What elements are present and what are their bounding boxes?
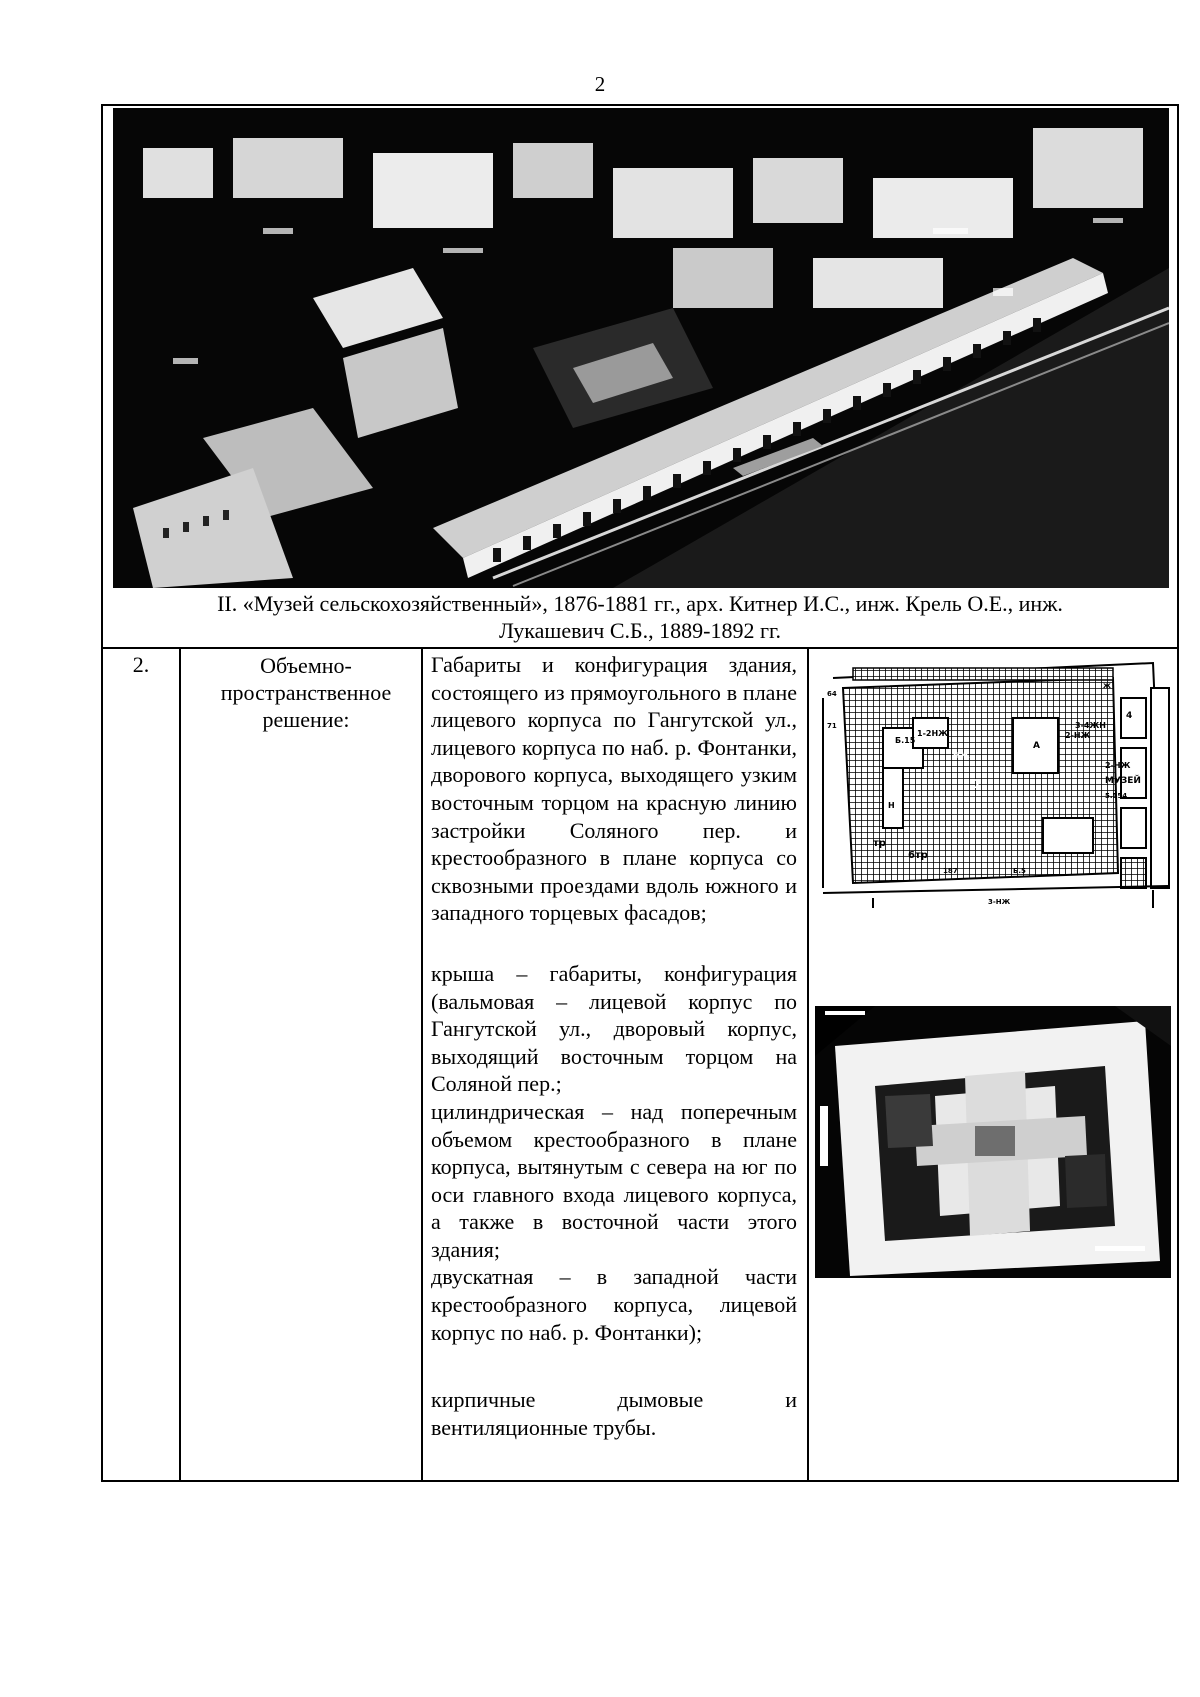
- paragraph-gable: двускатная – в западной части крестообразного корпуса, лицевой корпус по наб. р. Фонтанки);: [431, 1264, 797, 1345]
- section-caption: [103, 590, 1177, 644]
- map-label: МУЗЕЙ: [1105, 776, 1141, 786]
- column-divider-3: [807, 647, 809, 1482]
- paragraph-chimneys: кирпичные дымовые и вентиляционные трубы.: [431, 1387, 797, 1440]
- page-number: 2: [594, 72, 606, 96]
- map-label: 1-2НЖ: [917, 729, 948, 738]
- map-label: тр: [873, 838, 886, 849]
- map-label: 64: [827, 690, 837, 698]
- map-label: НЖ: [953, 751, 970, 760]
- map-label: Б.5: [1013, 867, 1026, 875]
- map-label: 187: [943, 867, 958, 875]
- paragraph-dimensions: Габариты и конфигурация здания, состоящего из прямоугольного в плане лицевого корпуса по Гангутской ул., лицевого корпуса по наб. р. Фонтанки, дворового корпуса, выходящего узким восточным торцом на красную линию застройки Соляного пер. и крестообразного в плане корпуса со сквозными проездами вдоль южного и западного торцевых фасадов;: [431, 652, 797, 926]
- caption-line-1: II. «Музей сельскохозяйственный», 1876-1881 гг., арх. Китнер И.С., инж. Крель О.Е., инж.: [217, 591, 1063, 616]
- map-label: 4: [1126, 711, 1133, 721]
- map-label: Б.15: [895, 736, 916, 745]
- map-label: ж: [1103, 681, 1111, 690]
- aerial-photo: [113, 108, 1169, 588]
- map-label: 5.554: [1105, 792, 1128, 800]
- paragraph-cylindrical: цилиндрическая – над поперечным объемом крестообразного в плане корпуса, вытянутым с севера на юг по оси главного входа лицевого корпуса, а также в восточной части этого здания;: [431, 1098, 797, 1262]
- row-label: Объемно-пространственное решение:: [220, 653, 392, 732]
- row-number: 2.: [132, 652, 150, 677]
- site-plan-map: [813, 658, 1173, 998]
- paragraph-roof: крыша – габариты, конфигурация (вальмовая – лицевой корпус по Гангутской ул., дворовый корпус, выходящий восточным торцом на Соляной пер.;: [431, 960, 797, 1097]
- document-table: [101, 104, 1179, 1482]
- column-divider-2: [421, 647, 423, 1482]
- map-label: 2-НЖ: [1105, 761, 1131, 770]
- column-divider-1: [179, 647, 181, 1482]
- row-description: [431, 651, 797, 1441]
- map-label: 2-НЖ: [1065, 731, 1091, 740]
- map-label: 3-НЖ: [988, 898, 1011, 906]
- row-divider: [103, 647, 1177, 649]
- map-label: Н: [888, 801, 895, 810]
- map-label: 71: [827, 722, 837, 730]
- caption-line-2: Лукашевич С.Б., 1889-1892 гг.: [498, 618, 782, 643]
- map-label: 1: [973, 777, 982, 791]
- map-label: А: [1033, 741, 1040, 751]
- map-label: 3-4ЖН: [1075, 721, 1106, 730]
- map-label: 6тр: [908, 850, 928, 861]
- roof-aerial-photo: [815, 1006, 1171, 1278]
